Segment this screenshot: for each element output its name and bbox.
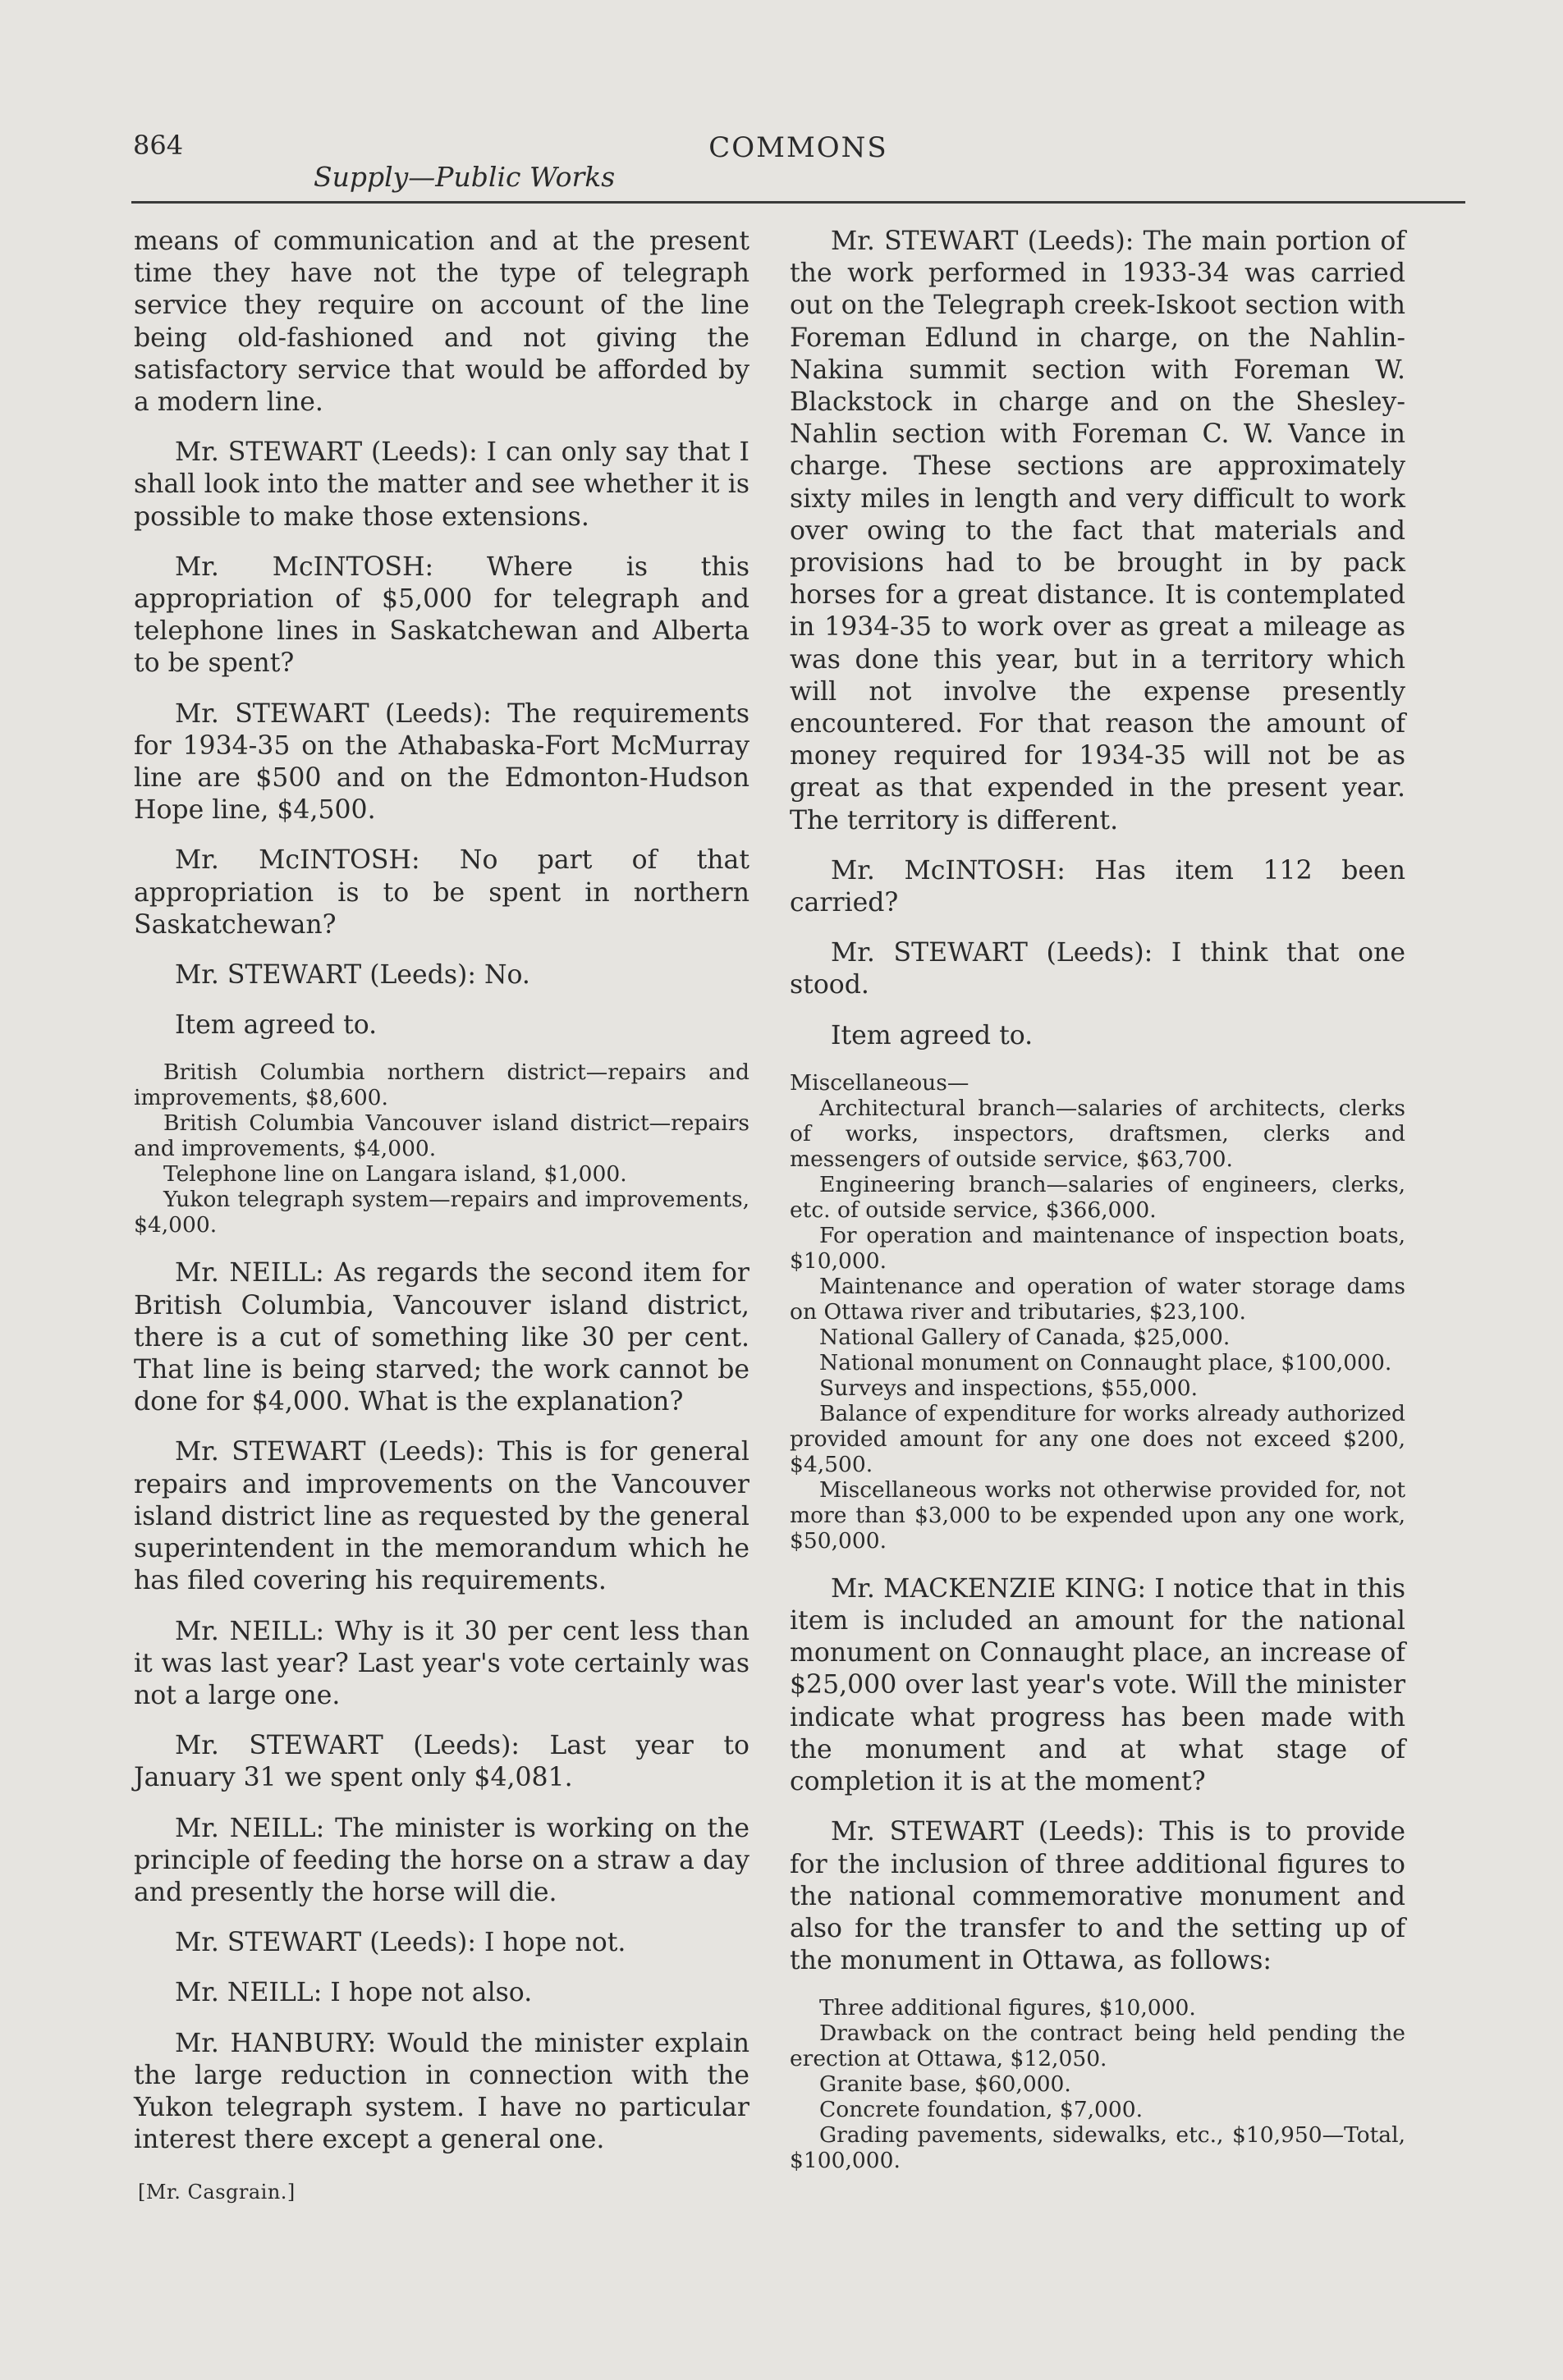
supply-item: Telephone line on Langara island, $1,000.: [163, 1161, 627, 1188]
paragraph: Mr. STEWART (Leeds): No.: [175, 960, 530, 991]
miscellaneous-items-list: [790, 1070, 1405, 1554]
paragraph: Mr. NEILL: Why is it 30 per cent less than it was last year? Last year's vote certainly was not a large one.: [134, 1616, 749, 1710]
paragraph: Item agreed to.: [831, 1020, 1034, 1050]
paragraph: Mr. STEWART (Leeds): This is to provide for the inclusion of three additional figures to the national commemorative monument and also for the transfer to and the setting up of the monument in Ottawa, as follows:: [790, 1817, 1405, 1976]
cost-item: Grading pavements, sidewalks, etc., $10,950—Total, $100,000.: [790, 2122, 1405, 2174]
paragraph: Mr. NEILL: As regards the second item for British Columbia, Vancouver island district, there is a cut of something like 30 per cent. That line is being starved; the work cannot be done for $4,000. What is the explanation?: [134, 1258, 749, 1417]
supply-item: British Columbia northern district—repairs and improvements, $8,600.: [134, 1060, 749, 1111]
left-column: [134, 226, 749, 2174]
paragraph: Mr. NEILL: The minister is working on the principle of feeding the horse on a straw a day and presently the horse will die.: [134, 1813, 749, 1907]
paragraph: Mr. McINTOSH: No part of that appropriation is to be spent in northern Saskatchewan?: [134, 845, 749, 940]
paragraph: Mr. NEILL: I hope not also.: [175, 1978, 533, 2008]
paragraph: Item agreed to.: [175, 1010, 378, 1041]
supply-items-list: [134, 1060, 749, 1238]
paragraph: means of communication and at the present time they have not the type of telegraph service they require on account of the line being old-fashioned and not giving the satisfactory service that would be afforded by a modern line.: [134, 227, 749, 418]
paragraph: Mr. STEWART (Leeds): I think that one stood.: [790, 938, 1405, 1000]
supply-item: Architectural branch—salaries of architects, clerks of works, inspectors, draftsmen, clerks and messengers of outside service, $63,700.: [790, 1095, 1405, 1172]
supply-item: Balance of expenditure for works already authorized provided amount for any one does not exceed $200, $4,500.: [790, 1400, 1405, 1477]
supply-item: National monument on Connaught place, $100,000.: [819, 1349, 1392, 1375]
supply-item: British Columbia Vancouver island district—repairs and improvements, $4,000.: [134, 1110, 749, 1162]
supply-item: Surveys and inspections, $55,000.: [819, 1375, 1199, 1401]
right-column: [790, 226, 1405, 2193]
paragraph: Mr. STEWART (Leeds): This is for general repairs and improvements on the Vancouver island district line as requested by the general superintendent in the memorandum which he has filed covering his requirements.: [134, 1437, 749, 1596]
supply-item: Miscellaneous works not otherwise provided for, not more than $3,000 to be expended upon any one work, $50,000.: [790, 1476, 1405, 1554]
running-title: COMMONS: [708, 131, 888, 164]
paragraph: Mr. HANBURY: Would the minister explain the large reduction in connection with the Yukon telegraph system. I have no particular interest there except a general one.: [134, 2028, 749, 2155]
paragraph: Mr. STEWART (Leeds): I can only say that I shall look into the matter and see whether it is possible to make those extensions.: [134, 437, 749, 532]
cost-item: Three additional figures, $10,000.: [819, 1995, 1196, 2021]
speaker-footnote: [Mr. Casgrain.]: [138, 2181, 296, 2204]
paragraph: Mr. MACKENZIE KING: I notice that in this item is included an amount for the national monument on Connaught place, an increase of $25,000 over last year's vote. Will the minister indicate what progress has been made with the monument and at what stage of completion it is at the moment?: [790, 1573, 1405, 1797]
paragraph: Mr. STEWART (Leeds): I hope not.: [175, 1928, 626, 1958]
cost-breakdown-list: [790, 1995, 1405, 2173]
paragraph: Mr. McINTOSH: Where is this appropriation of $5,000 for telegraph and telephone lines in Saskatchewan and Alberta to be spent?: [134, 552, 749, 679]
paragraph: Mr. McINTOSH: Has item 112 been carried?: [790, 855, 1405, 918]
paragraph: Mr. STEWART (Leeds): The main portion of the work performed in 1933-34 was carried out on the Telegraph creek-Iskoot section with Foreman Edlund in charge, on the Nahlin-Nakina summit section with Foreman W. Blackstock in charge and on the Shesley-Nahlin section with Foreman C. W. Vance in charge. These sections are approximately sixty miles in length and very difficult to work over owing to the fact that materials and provisions had to be brought in by pack horses for a great distance. It is contemplated in 1934-35 to work over as great a mileage as was done this year, but in a territory which will not involve the expense presently encountered. For that reason the amount of money required for 1934-35 will not be as great as that expended in the present year. The territory is different.: [790, 227, 1405, 835]
supply-item: National Gallery of Canada, $25,000.: [819, 1324, 1231, 1350]
page-header: [131, 130, 1465, 204]
cost-item: Granite base, $60,000.: [819, 2071, 1071, 2098]
supply-item: For operation and maintenance of inspection boats, $10,000.: [790, 1222, 1405, 1274]
supply-item: Engineering branch—salaries of engineers, clerks, etc. of outside service, $366,000.: [790, 1171, 1405, 1223]
running-subtitle: Supply—Public Works: [314, 161, 616, 193]
cost-item: Drawback on the contract being held pending the erection at Ottawa, $12,050.: [790, 2021, 1405, 2072]
page-number: 864: [133, 130, 184, 161]
paragraph: Mr. STEWART (Leeds): Last year to January 31 we spent only $4,081.: [134, 1731, 749, 1793]
paragraph: Mr. STEWART (Leeds): The requirements for 1934-35 on the Athabaska-Fort McMurray line are $500 and on the Edmonton-Hudson Hope line, $4,500.: [134, 698, 749, 826]
supply-item: Yukon telegraph system—repairs and improvements, $4,000.: [134, 1187, 749, 1238]
miscellaneous-heading: Miscellaneous—: [790, 1069, 969, 1096]
header-rule: [131, 201, 1465, 204]
cost-item: Concrete foundation, $7,000.: [819, 2097, 1144, 2123]
supply-item: Maintenance and operation of water storage dams on Ottawa river and tributaries, $23,100.: [790, 1273, 1405, 1325]
